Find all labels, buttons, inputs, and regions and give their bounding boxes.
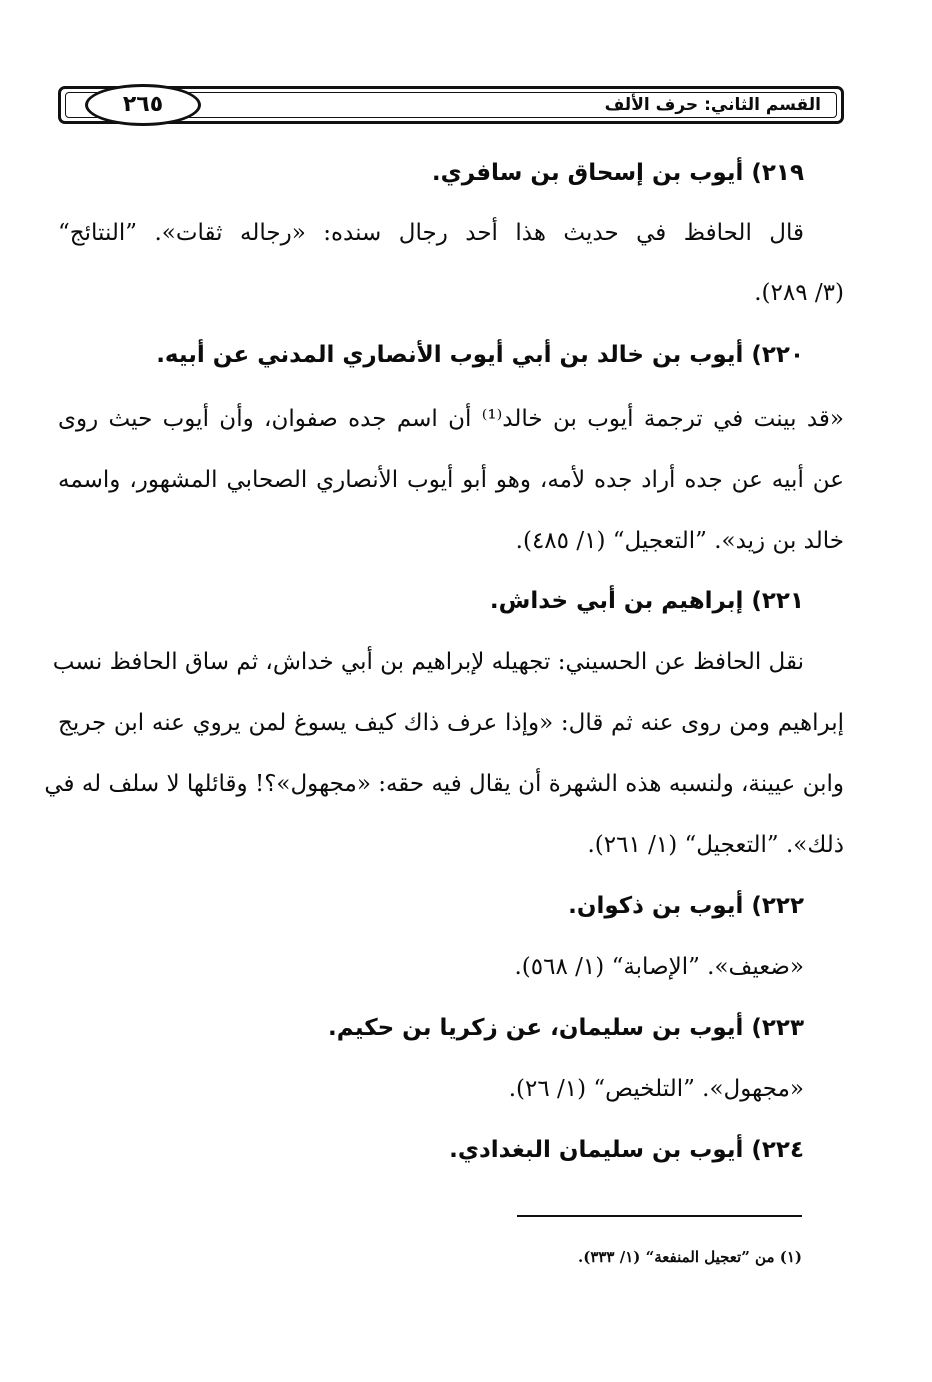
footnote: (١) من ”تعجيل المنفعة“ (١/ ٣٣٣). xyxy=(577,1248,802,1266)
text-line: عن أبيه عن جده أراد جده لأمه، وهو أبو أيوب الأنصاري الصحابي المشهور، واسمه xyxy=(58,467,844,493)
text-line: نقل الحافظ عن الحسيني: تجهيله لإبراهيم بن أبي خداش، ثم ساق الحافظ نسب xyxy=(52,649,804,675)
text-line: «قد بينت في ترجمة أيوب بن خالد⁽¹⁾ أن اسم جده صفوان، وأن أيوب حيث روى xyxy=(58,406,844,432)
text-line: «مجهول». ”التلخيص“ (١/ ٢٦). xyxy=(508,1076,804,1102)
entry-heading-224: ٢٢٤) أيوب بن سليمان البغدادي. xyxy=(449,1137,804,1163)
footnote-divider xyxy=(517,1215,802,1217)
text-line: (٣/ ٢٨٩). xyxy=(754,280,844,306)
running-header xyxy=(58,86,844,124)
text-line: قال الحافظ في حديث هذا أحد رجال سنده: «رجاله ثقات». ”النتائج“ xyxy=(58,220,804,246)
text-line: خالد بن زيد». ”التعجيل“ (١/ ٤٨٥). xyxy=(515,528,844,554)
entry-heading-221: ٢٢١) إبراهيم بن أبي خداش. xyxy=(489,588,804,614)
page-number: ٢٦٥ xyxy=(85,84,201,126)
section-title: القسم الثاني: حرف الألف xyxy=(604,95,821,115)
text-line: إبراهيم ومن روى عنه ثم قال: «وإذا عرف ذاك كيف يسوغ لمن يروي عنه ابن جريج xyxy=(58,710,844,736)
entry-heading-223: ٢٢٣) أيوب بن سليمان، عن زكريا بن حكيم. xyxy=(328,1015,804,1041)
entry-heading-220: ٢٢٠) أيوب بن خالد بن أبي أيوب الأنصاري المدني عن أبيه. xyxy=(156,342,804,368)
entry-heading-222: ٢٢٢) أيوب بن ذكوان. xyxy=(568,893,804,919)
entry-heading-219: ٢١٩) أيوب بن إسحاق بن سافري. xyxy=(431,160,804,186)
text-line: «ضعيف». ”الإصابة“ (١/ ٥٦٨). xyxy=(514,954,804,980)
text-line: ذلك». ”التعجيل“ (١/ ٢٦١). xyxy=(587,832,844,858)
text-line: وابن عيينة، ولنسبه هذه الشهرة أن يقال فيه حقه: «مجهول»؟! وقائلها لا سلف له في xyxy=(44,771,844,797)
